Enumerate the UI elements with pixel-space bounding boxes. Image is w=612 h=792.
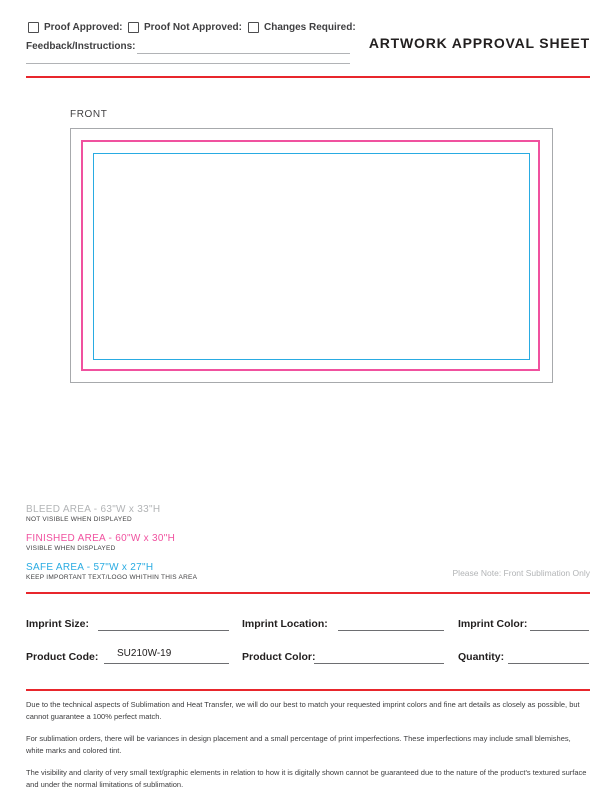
imprint-location-label: Imprint Location: xyxy=(242,618,328,630)
bleed-area-legend-title: BLEED AREA - 63"W x 33"H xyxy=(26,504,161,515)
safe-area-legend-title: SAFE AREA - 57"W x 27"H xyxy=(26,562,154,573)
legend-form-divider xyxy=(26,592,590,594)
product-code-label: Product Code: xyxy=(26,651,99,663)
bleed-area-legend-caption: NOT VISIBLE WHEN DISPLAYED xyxy=(26,516,132,523)
front-view-label: FRONT xyxy=(70,109,108,120)
proof-not-approved-checkbox[interactable] xyxy=(128,22,139,33)
disclaimer-text xyxy=(26,699,590,792)
changes-required-checkbox[interactable] xyxy=(248,22,259,33)
product-color-field[interactable] xyxy=(314,663,444,664)
disclaimer-paragraph-1: Due to the technical aspects of Sublimation and Heat Transfer, we will do our best to match your requested imprint colors and fine art details as closely as possible, but cannot guarantee a 100% perfect match. xyxy=(26,700,580,721)
sublimation-note: Please Note: Front Sublimation Only xyxy=(452,568,590,578)
feedback-write-line-1[interactable] xyxy=(137,53,350,54)
quantity-field[interactable] xyxy=(508,663,589,664)
imprint-size-label: Imprint Size: xyxy=(26,618,90,630)
quantity-label: Quantity: xyxy=(458,651,505,663)
proof-not-approved-option xyxy=(128,21,242,34)
changes-required-label: Changes Required: xyxy=(264,22,356,33)
product-color-label: Product Color: xyxy=(242,651,316,663)
imprint-color-field[interactable] xyxy=(530,630,589,631)
safe-area-rect xyxy=(93,153,530,360)
safe-area-legend-caption: KEEP IMPORTANT TEXT/LOGO WHITHIN THIS AREA xyxy=(26,574,198,581)
feedback-instructions-label: Feedback/Instructions: xyxy=(26,41,136,52)
form-disclaimer-divider xyxy=(26,689,590,691)
proof-not-approved-label: Proof Not Approved: xyxy=(144,22,242,33)
proof-approved-label: Proof Approved: xyxy=(44,22,123,33)
feedback-write-line-2[interactable] xyxy=(26,63,350,64)
imprint-color-label: Imprint Color: xyxy=(458,618,528,630)
product-code-field[interactable] xyxy=(104,663,229,664)
changes-required-option xyxy=(248,21,356,34)
finished-area-legend-title: FINISHED AREA - 60"W x 30"H xyxy=(26,533,176,544)
disclaimer-paragraph-2: For sublimation orders, there will be variances in design placement and a small percentage of print imperfections. These imperfections may include small blemishes, white marks and colored tint. xyxy=(26,734,571,755)
product-code-value: SU210W-19 xyxy=(117,648,172,659)
header-divider xyxy=(26,76,590,78)
proof-approved-checkbox[interactable] xyxy=(28,22,39,33)
imprint-location-field[interactable] xyxy=(338,630,444,631)
imprint-size-field[interactable] xyxy=(98,630,229,631)
finished-area-legend-caption: VISIBLE WHEN DISPLAYED xyxy=(26,545,116,552)
proof-approved-option xyxy=(28,21,123,34)
disclaimer-paragraph-3: The visibility and clarity of very small text/graphic elements in relation to how it is digitally shown cannot be guaranteed due to the nature of the product's textured surface and under the normal limitations of sublimation. xyxy=(26,768,587,789)
page-title: ARTWORK APPROVAL SHEET xyxy=(368,35,590,51)
